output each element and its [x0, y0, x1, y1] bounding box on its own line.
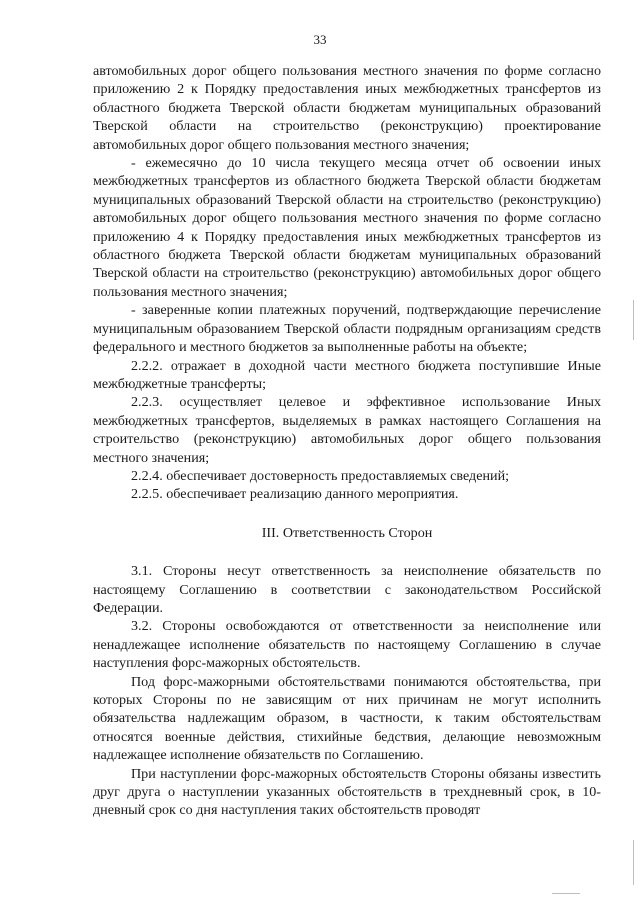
- paragraph: Под форс-мажорными обстоятельствами понимаются обстоятельства, при которых Стороны по не зависящим от них причинам не могут исполнить обязательства надлежащим образом, в частности, к таким обстоятельствам относятся военные действия, стихийные бедствия, делающие невозможным надлежащее исполнение обязательств по Соглашению.: [93, 673, 601, 764]
- paragraph: 2.2.4. обеспечивает достоверность предоставляемых сведений;: [131, 467, 510, 484]
- paragraph: 2.2.2. отражает в доходной части местного бюджета поступившие Иные межбюджетные трансферты;: [93, 357, 601, 392]
- paragraph: - заверенные копии платежных поручений, подтверждающие перечисление муниципальным образованием Тверской области подрядным организациям средств федерального и местного бюджетов за выполненные работы на объекте;: [93, 302, 601, 356]
- document-body: [93, 62, 601, 820]
- paragraph: автомобильных дорог общего пользования местного значения по форме согласно приложению 2 к Порядку предоставления иных межбюджетных трансфертов из областного бюджета Тверской области бюджетам муниципальных образований Тверской области на строительство (реконструкцию) проектирование автомобильных дорог общего пользования местного значения;: [93, 63, 601, 153]
- paragraph: При наступлении форс-мажорных обстоятельств Стороны обязаны известить друг друга о наступлении указанных обстоятельств в трехдневный срок, в 10-дневный срок со дня наступления таких обстоятельств проводят: [93, 765, 601, 819]
- paragraph: 2.2.5. обеспечивает реализацию данного мероприятия.: [131, 486, 459, 503]
- scan-edge-mark: [633, 840, 634, 885]
- paragraph: 3.2. Стороны освобождаются от ответственности за неисполнение или ненадлежащее исполнение обязательств по настоящему Соглашению в случае наступления форс-мажорных обстоятельств.: [93, 618, 601, 672]
- paragraph: 2.2.3. осуществляет целевое и эффективное использование Иных межбюджетных трансфертов, выделяемых в рамках настоящего Соглашения на строительство (реконструкцию) автомобильных дорог общего пользования местного значения;: [93, 394, 601, 466]
- scan-edge-mark: [633, 300, 634, 340]
- scan-edge-mark: [552, 893, 580, 894]
- paragraph: - ежемесячно до 10 числа текущего месяца отчет об освоении иных межбюджетных трансфертов из областного бюджета Тверской области бюджетам муниципальных образований Тверской области на строительство (реконструкцию) автомобильных дорог общего пользования местного значения по форме согласно приложению 4 к Порядку предоставления иных межбюджетных трансфертов из областного бюджета Тверской области бюджетам муниципальных образований Тверской области на строительство (реконструкцию) автомобильных дорог общего пользования местного значения;: [93, 155, 601, 300]
- section-heading: III. Ответственность Сторон: [261, 524, 433, 541]
- page-number: 33: [313, 32, 327, 47]
- paragraph: 3.1. Стороны несут ответственность за неисполнение обязательств по настоящему Соглашению в соответствии с законодательством Российской Федерации.: [93, 563, 601, 616]
